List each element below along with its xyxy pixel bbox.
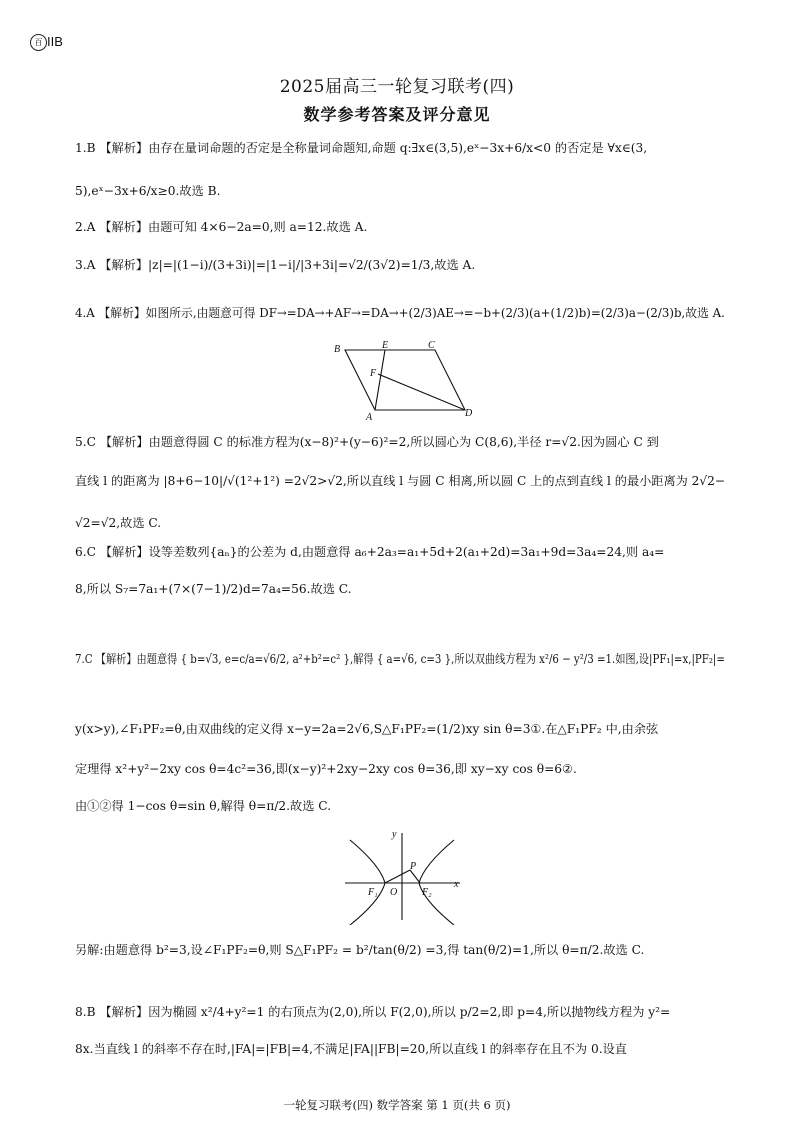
answer-line: 8,所以 S₇=7a₁+(7×(7−1)/2)d=7a₄=56.故选 C.	[75, 582, 352, 596]
answer-line: 1.B 【解析】由存在量词命题的否定是全称量词命题知,命题 q:∃x∈(3,5),eˣ−3x+6/x<0 的否定是 ∀x∈(3,	[75, 141, 648, 155]
label-y: y	[392, 829, 397, 840]
label-a: A	[366, 412, 373, 423]
label-d: D	[465, 408, 473, 419]
parallelogram-shape	[345, 350, 465, 410]
label-p: P	[410, 861, 417, 872]
logo-letters: IIB	[47, 34, 63, 49]
segment-ea	[375, 350, 385, 410]
answer-line: 5),eˣ−3x+6/x≥0.故选 B.	[75, 184, 221, 198]
answer-line: 4.A 【解析】如图所示,由题意可得 DF→=DA→+AF→=DA→+(2/3)AE→=−b+(2/3)(a+(1/2)b)=(2/3)a−(2/3)b,故选 A.	[75, 306, 725, 320]
segment-fd	[378, 374, 465, 410]
label-f1: F₁	[368, 887, 378, 898]
hyperbola-figure	[340, 825, 470, 925]
page-footer: 一轮复习联考(四) 数学答案 第 1 页(共 6 页)	[283, 1098, 511, 1112]
answer-line: 8.B 【解析】因为椭圆 x²/4+y²=1 的右顶点为(2,0),所以 F(2,0),所以 p/2=2,即 p=4,所以抛物线方程为 y²=	[75, 1005, 671, 1019]
label-o: O	[390, 887, 398, 898]
label-e: E	[382, 340, 389, 351]
parallelogram-figure	[330, 340, 480, 425]
logo-mark: 百 IIB	[30, 34, 63, 51]
answer-line: 定理得 x²+y²−2xy cos θ=4c²=36,即(x−y)²+2xy−2xy cos θ=36,即 xy−xy cos θ=6②.	[75, 762, 577, 776]
answer-line: √2=√2,故选 C.	[75, 516, 162, 530]
label-b: B	[334, 344, 341, 355]
answer-line: 3.A 【解析】|z|=|(1−i)/(3+3i)|=|1−i|/|3+3i|=√2/(3√2)=1/3,故选 A.	[75, 258, 476, 272]
answer-line: y(x>y),∠F₁PF₂=θ,由双曲线的定义得 x−y=2a=2√6,S△F₁PF₂=(1/2)xy sin θ=3①.在△F₁PF₂ 中,由余弦	[75, 722, 659, 736]
answer-line: 7.C 【解析】由题意得 { b=√3, e=c/a=√6/2, a²+b²=c² },解得 { a=√6, c=3 },所以双曲线方程为 x²/6 − y²/3 =1.如图,设|PF₁|=x,|PF₂|=	[75, 652, 725, 666]
answer-line: 6.C 【解析】设等差数列{aₙ}的公差为 d,由题意得 a₆+2a₃=a₁+5d+2(a₁+2d)=3a₁+9d=3a₄=24,则 a₄=	[75, 545, 665, 559]
label-x: x	[454, 879, 459, 890]
page-subtitle: 数学参考答案及评分意见	[303, 105, 491, 124]
answer-line: 2.A 【解析】由题可知 4×6−2a=0,则 a=12.故选 A.	[75, 220, 368, 234]
answer-line: 直线 l 的距离为 |8+6−10|/√(1²+1²) =2√2>√2,所以直线 l 与圆 C 相离,所以圆 C 上的点到直线 l 的最小距离为 2√2−	[75, 474, 726, 488]
answer-line: 8x.当直线 l 的斜率不存在时,|FA|=|FB|=4,不满足|FA||FB|=20,所以直线 l 的斜率存在且不为 0.设直	[75, 1042, 627, 1056]
segment-f1p	[385, 870, 410, 883]
answer-line: 另解:由题意得 b²=3,设∠F₁PF₂=θ,则 S△F₁PF₂ = b²/tan(θ/2) =3,得 tan(θ/2)=1,所以 θ=π/2.故选 C.	[75, 943, 645, 957]
answer-line: 5.C 【解析】由题意得圆 C 的标准方程为(x−8)²+(y−6)²=2,所以圆心为 C(8,6),半径 r=√2.因为圆心 C 到	[75, 435, 659, 449]
page-title: 2025届高三一轮复习联考(四)	[279, 77, 515, 97]
label-f2: F₂	[422, 887, 432, 898]
answer-line: 由①②得 1−cos θ=sin θ,解得 θ=π/2.故选 C.	[75, 799, 332, 813]
label-f: F	[370, 368, 377, 379]
label-c: C	[428, 340, 435, 351]
